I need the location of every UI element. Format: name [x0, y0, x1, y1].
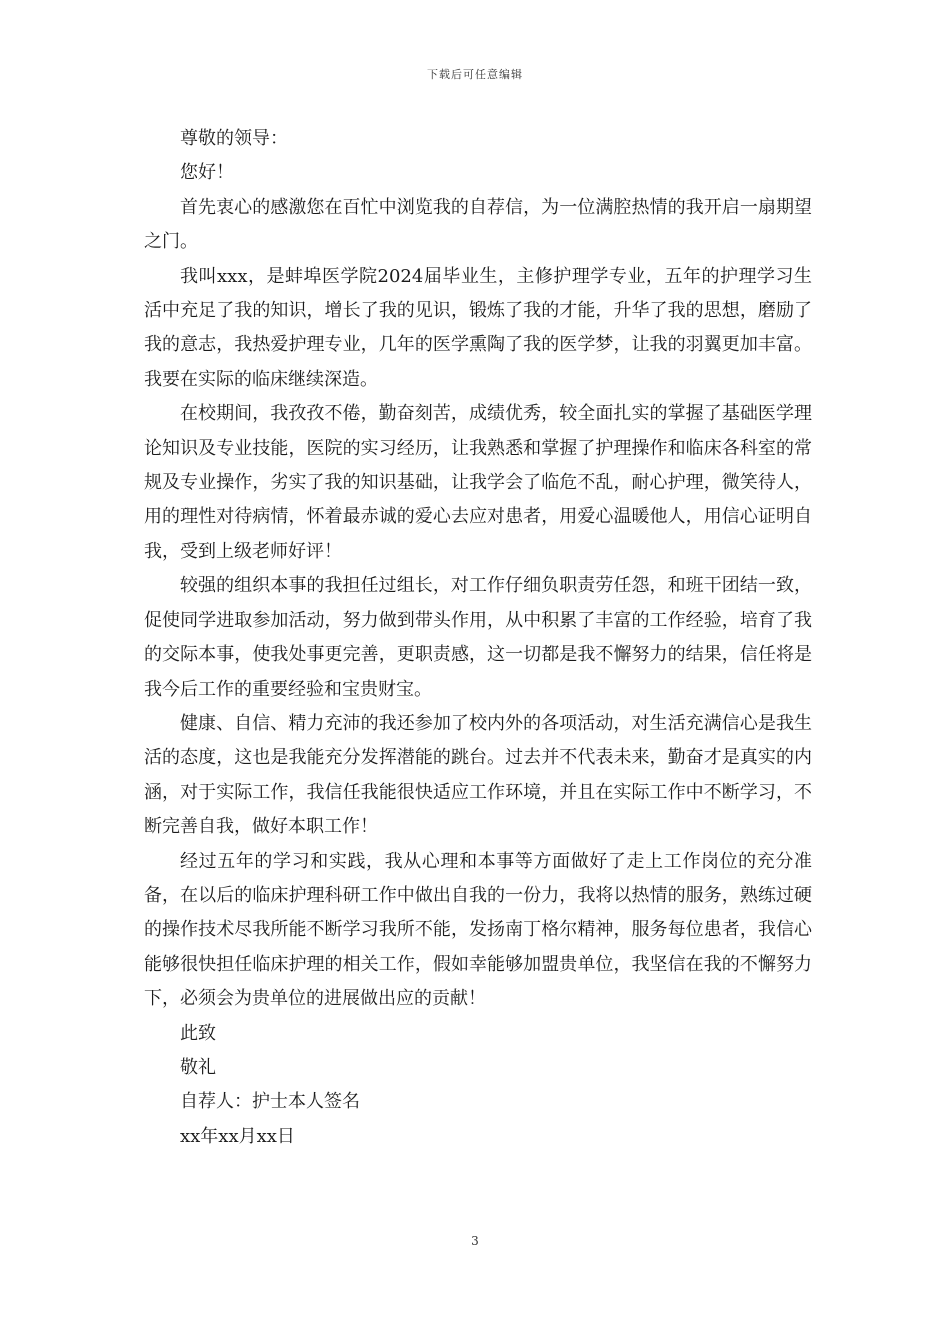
- paragraph-background: 我叫xxx，是蚌埠医学院2024届毕业生，主修护理学专业，五年的护理学习生活中充足了我的知识，增长了我的见识，锻炼了我的才能，升华了我的思想，磨励了我的意志，我热爱护理专业，几年的医学熏陶了我的医学梦，让我的羽翼更加丰富。我要在实际的临床继续深造。: [144, 265, 812, 390]
- paragraph-activities: 健康、自信、精力充沛的我还参加了校内外的各项活动，对生活充满信心是我生活的态度，这也是我能充分发挥潜能的跳台。过去并不代表未来，勤奋才是真实的内涵，对于实际工作，我信任我能很快适应工作环境，并且在实际工作中不断学习，不断完善自我，做好本职工作！: [144, 712, 812, 838]
- page-number: 3: [471, 1234, 479, 1248]
- letter-body: [144, 122, 812, 1154]
- closing-regards: 此致: [180, 1022, 216, 1044]
- page-header-note: 下载后可任意编辑: [427, 68, 523, 81]
- signature: 自荐人：护士本人签名: [180, 1091, 360, 1113]
- closing-salute: 敬礼: [180, 1056, 216, 1078]
- paragraph-school: 在校期间，我孜孜不倦，勤奋刻苦，成绩优秀，较全面扎实的掌握了基础医学理论知识及专业技能，医院的实习经历，让我熟悉和掌握了护理操作和临床各科室的常规及专业操作，劣实了我的知识基础，让我学会了临危不乱，耐心护理，微笑待人，用的理性对待病情，怀着最赤诚的爱心去应对患者，用爱心温暖他人，用信心证明自我，受到上级老师好评！: [144, 403, 812, 562]
- paragraph-conclusion: 经过五年的学习和实践，我从心理和本事等方面做好了走上工作岗位的充分准备，在以后的临床护理科研工作中做出自我的一份力，我将以热情的服务，熟练过硬的操作技术尽我所能不断学习我所不能，发扬南丁格尔精神，服务每位患者，我信心能够很快担任临床护理的相关工作，假如幸能够加盟贵单位，我坚信在我的不懈努力下，必须会为贵单位的进展做出应的贡献！: [144, 850, 812, 1010]
- paragraph-organization: 较强的组织本事的我担任过组长，对工作仔细负职责劳任怨，和班干团结一致，促使同学进取参加活动，努力做到带头作用，从中积累了丰富的工作经验，培育了我的交际本事，使我处事更完善，更职责感，这一切都是我不懈努力的结果，信任将是我今后工作的重要经验和宝贵财宝。: [144, 575, 812, 700]
- greeting: 您好！: [180, 162, 234, 184]
- salutation: 尊敬的领导：: [180, 128, 288, 149]
- date: xx年xx月xx日: [180, 1125, 295, 1147]
- paragraph-intro: 首先衷心的感激您在百忙中浏览我的自荐信，为一位满腔热情的我开启一扇期望之门。: [144, 196, 812, 253]
